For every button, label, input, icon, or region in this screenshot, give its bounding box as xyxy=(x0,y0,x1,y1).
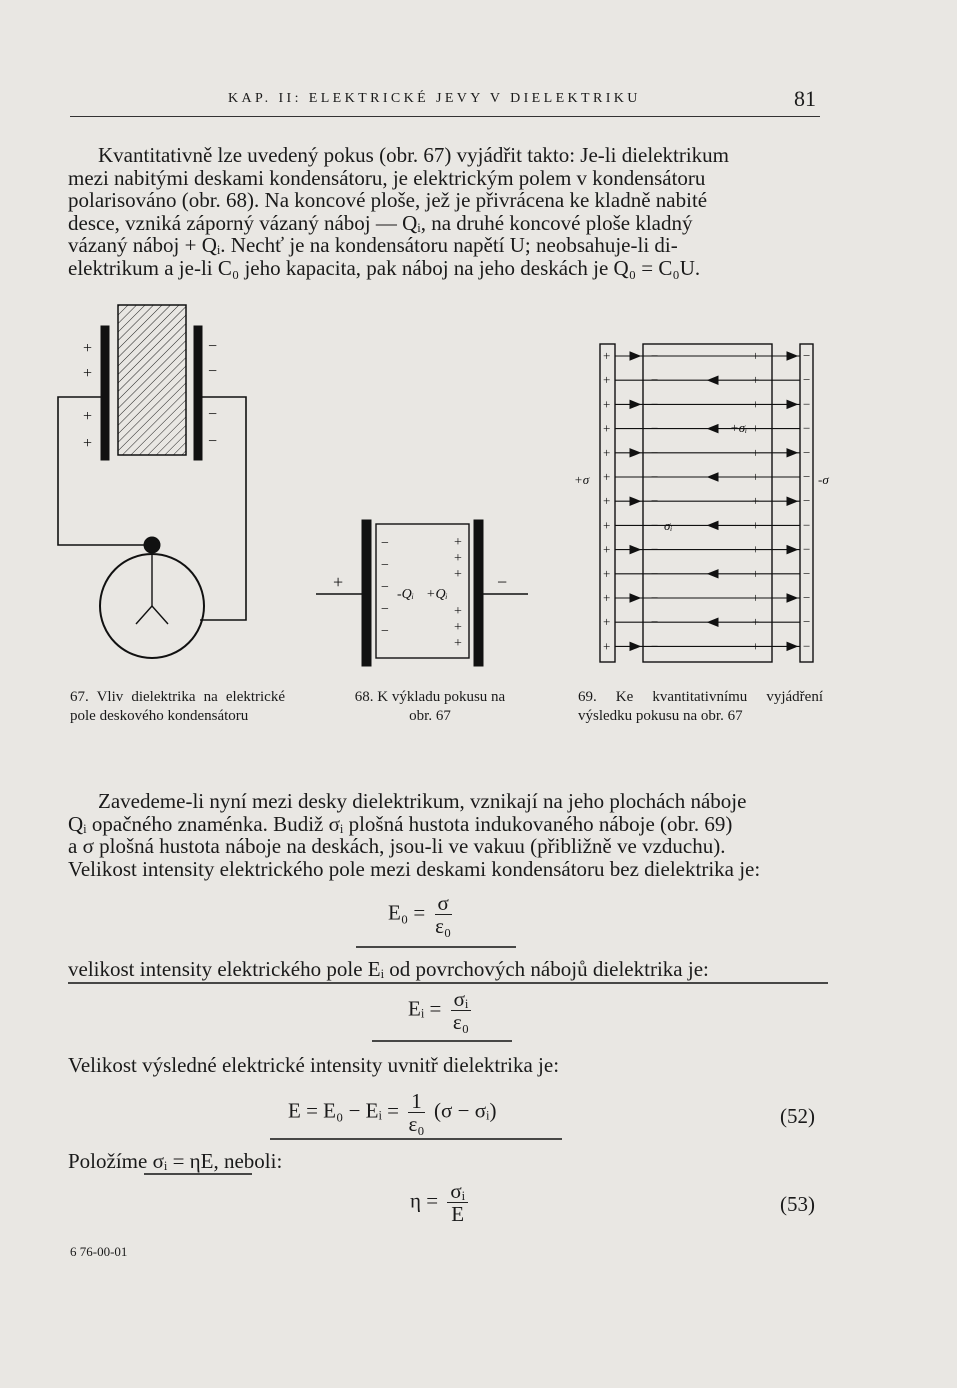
surface-charge-plus: + xyxy=(752,517,760,533)
sigma-i-label: σᵢ xyxy=(664,518,673,533)
surface-charge-minus: − xyxy=(651,638,659,654)
header-rule xyxy=(70,116,820,117)
arrowhead xyxy=(787,449,797,457)
text-line: Velikost intensity elektrického pole mezi deskami kondensátoru bez dielektrika je: xyxy=(68,856,761,881)
text-line: Zavedeme-li nyní mezi desky dielektrikum, vznikají na jeho plochách náboje xyxy=(98,789,747,813)
arrowhead xyxy=(708,570,718,578)
surface-charge-plus: + xyxy=(752,348,760,363)
svg-text:−: − xyxy=(208,433,218,450)
svg-text:+: + xyxy=(454,636,462,651)
svg-text:+: + xyxy=(454,551,462,566)
plate-charge-minus: − xyxy=(803,493,811,509)
denominator: ε₀ xyxy=(435,914,452,938)
text-line: a σ plošná hustota náboje na deskách, jsou-li ve vakuu (přibližně ve vzduchu). xyxy=(68,834,726,858)
equation-lhs: E = E₀ − Eᵢ = xyxy=(288,1098,400,1123)
arrowhead xyxy=(708,473,718,481)
figure-69-field-lines xyxy=(574,344,829,662)
equation-e0 xyxy=(388,892,456,937)
paragraph-dielectric xyxy=(68,790,820,880)
plate-charge-plus: + xyxy=(603,590,611,605)
surface-charge-minus: − xyxy=(651,469,659,484)
surface-charge-plus: + xyxy=(752,444,760,460)
surface-charge-minus: − xyxy=(651,372,659,388)
text-line: Velikost výsledné elektrické intensity uvnitř dielektrika je: xyxy=(68,1053,560,1077)
plate-charge-plus: + xyxy=(603,541,611,557)
plate-charge-minus: − xyxy=(803,469,811,484)
plate-charge-minus: − xyxy=(803,372,811,388)
text-line: desce, vzniká záporný vázaný náboj — Qᵢ, na druhé koncové ploše kladný xyxy=(68,210,693,235)
plate-charge-plus: + xyxy=(603,493,611,509)
svg-text:−: − xyxy=(208,338,218,355)
equation-53 xyxy=(410,1180,472,1225)
surface-charge-minus: − xyxy=(651,517,659,533)
text-line: mezi nabitými deskami kondensátoru, je elektrickým polem v kondensátoru xyxy=(68,165,706,190)
svg-text:+: + xyxy=(454,535,462,550)
arrowhead xyxy=(708,618,718,626)
surface-charge-plus: + xyxy=(752,590,760,605)
svg-text:−: − xyxy=(381,558,389,573)
equation-ei xyxy=(408,988,475,1033)
plate-charge-minus: − xyxy=(803,590,811,605)
plate-charge-minus: − xyxy=(803,444,811,460)
pencil-underline xyxy=(144,1173,252,1175)
denominator: ε₀ xyxy=(408,1112,425,1136)
surface-charge-plus: + xyxy=(752,541,760,557)
arrowhead xyxy=(708,376,718,384)
plus-sigma-label: +σ xyxy=(574,472,590,487)
plate-charge-plus: + xyxy=(603,348,611,363)
svg-text:+: + xyxy=(454,620,462,635)
surface-charge-plus: + xyxy=(752,638,760,654)
figure-68-polarized-dielectric xyxy=(316,520,528,666)
arrowhead xyxy=(787,352,797,360)
pencil-underline xyxy=(68,982,828,984)
plate-charge-plus: + xyxy=(603,614,611,630)
plate-charge-minus: − xyxy=(803,638,811,654)
svg-text:−: − xyxy=(208,363,218,380)
figure-67-capacitor-electrometer xyxy=(58,305,246,658)
line-set-eta xyxy=(68,1150,820,1173)
text-line: vázaný náboj + Qᵢ. Nechť je na kondensátoru napětí U; neobsahuje-li di- xyxy=(68,233,678,257)
plate-charge-plus: + xyxy=(603,444,611,460)
plate-charge-minus: − xyxy=(803,396,811,412)
arrowhead xyxy=(787,546,797,554)
arrowhead xyxy=(787,642,797,650)
surface-charge-minus: − xyxy=(651,348,659,363)
surface-charge-plus: + xyxy=(752,469,760,484)
capacitor-plate-right xyxy=(194,326,202,460)
line-result-intro xyxy=(68,1054,820,1077)
surface-charge-minus: − xyxy=(651,396,659,412)
plate-negative xyxy=(474,520,483,666)
surface-charge-plus: + xyxy=(752,614,760,630)
svg-text:+: + xyxy=(333,572,344,592)
arrowhead xyxy=(630,642,640,650)
minus-qi-label: -Qᵢ xyxy=(397,587,414,602)
svg-text:+: + xyxy=(83,435,93,452)
arrowhead xyxy=(708,521,718,529)
equation-lhs: E₀ = xyxy=(388,900,426,925)
surface-charge-minus: − xyxy=(651,493,659,509)
plus-qi-label: +Qᵢ xyxy=(426,587,448,602)
plate-charge-plus: + xyxy=(603,372,611,388)
denominator: ε₀ xyxy=(452,1010,470,1034)
arrowhead xyxy=(708,425,718,433)
arrowhead xyxy=(787,497,797,505)
fraction xyxy=(408,1090,425,1135)
arrowhead xyxy=(630,594,640,602)
plate-charge-plus: + xyxy=(603,565,611,581)
svg-text:−: − xyxy=(497,572,508,592)
equation-number-52: (52) xyxy=(780,1104,815,1128)
arrowhead xyxy=(630,352,640,360)
text-line: polarisováno (obr. 68). Na koncové ploše, jež je přivrácena ke kladně nabité xyxy=(68,188,708,212)
caption-fig-67: 67. Vliv dielektrika na elektrické pole deskového kondensátoru xyxy=(70,689,285,724)
numerator: σᵢ xyxy=(447,1180,468,1203)
pencil-underline xyxy=(372,1040,512,1042)
arrowhead xyxy=(787,594,797,602)
surface-charge-plus: + xyxy=(752,396,760,412)
text-line: Položíme σᵢ = ηE, neboli: xyxy=(68,1149,283,1173)
surface-charge-minus: − xyxy=(651,590,659,605)
svg-text:+: + xyxy=(454,604,462,619)
numerator: 1 xyxy=(408,1090,425,1113)
figures-panel xyxy=(0,290,957,690)
plate-charge-minus: − xyxy=(803,614,811,630)
arrowhead xyxy=(787,400,797,408)
surface-charge-plus: + xyxy=(752,493,760,509)
arrowhead xyxy=(630,400,640,408)
svg-text:−: − xyxy=(381,602,389,617)
text-line: velikost intensity elektrického pole Eᵢ od povrchových nábojů dielektrika je: xyxy=(68,957,709,981)
svg-text:−: − xyxy=(381,536,389,551)
equation-number-53: (53) xyxy=(780,1192,815,1216)
surface-charge-plus: + xyxy=(752,565,760,581)
surface-charge-minus: − xyxy=(651,420,659,436)
plate-charge-plus: + xyxy=(603,517,611,533)
caption-fig-68: 68. K výkladu pokusu na obr. 67 xyxy=(354,689,506,724)
equation-lhs: η = xyxy=(410,1188,439,1213)
svg-text:+: + xyxy=(454,567,462,582)
running-head: KAP. II: ELEKTRICKÉ JEVY V DIELEKTRIKU xyxy=(228,91,641,106)
text-line: Qᵢ opačného znaménka. Budiž σᵢ plošná hustota indukovaného náboje (obr. 69) xyxy=(68,811,733,836)
fraction xyxy=(435,892,452,937)
fraction xyxy=(447,1180,468,1225)
svg-text:+: + xyxy=(83,408,93,425)
pencil-underline xyxy=(356,946,516,948)
equation-lhs: Eᵢ = xyxy=(408,996,442,1021)
plate-charge-plus: + xyxy=(603,469,611,484)
plate-positive xyxy=(362,520,371,666)
caption-fig-69: 69. Ke kvantitativnímu vyjádření výsledku pokusu na obr. 67 xyxy=(578,689,823,724)
numerator: σᵢ xyxy=(451,988,472,1011)
svg-text:−: − xyxy=(381,624,389,639)
minus-sigma-label: -σ xyxy=(818,472,829,487)
plate-charge-minus: − xyxy=(803,420,811,436)
pencil-underline xyxy=(270,1138,562,1140)
equation-rhs: (σ − σᵢ) xyxy=(434,1098,497,1123)
arrowhead xyxy=(630,497,640,505)
page-number: 81 xyxy=(794,86,816,111)
paragraph-intro xyxy=(68,144,820,279)
plus-sigma-i-label: +σᵢ xyxy=(730,420,748,435)
plate-charge-plus: + xyxy=(603,420,611,436)
arrowhead xyxy=(630,546,640,554)
capacitor-plate-left xyxy=(101,326,109,460)
surface-charge-plus: + xyxy=(752,372,760,388)
surface-charge-minus: − xyxy=(651,444,659,460)
svg-text:+: + xyxy=(83,365,93,382)
equation-52 xyxy=(288,1090,496,1135)
surface-charge-minus: − xyxy=(651,541,659,557)
text-line: elektrikum a je-li C₀ jeho kapacita, pak náboj na jeho deskách je Q₀ = C₀U. xyxy=(68,255,701,280)
text-line: Kvantitativně lze uvedený pokus (obr. 67) vyjádřit takto: Je-li dielektrikum xyxy=(98,143,730,167)
dielectric-slab xyxy=(118,305,186,455)
plate-charge-minus: − xyxy=(803,541,811,557)
numerator: σ xyxy=(435,892,452,915)
arrowhead xyxy=(630,449,640,457)
plate-charge-plus: + xyxy=(603,638,611,654)
denominator: E xyxy=(451,1202,465,1226)
surface-charge-minus: − xyxy=(651,565,659,581)
plate-charge-minus: − xyxy=(803,517,811,533)
svg-text:−: − xyxy=(208,406,218,423)
plate-charge-minus: − xyxy=(803,565,811,581)
line-ei-intro xyxy=(68,958,820,981)
svg-text:−: − xyxy=(381,580,389,595)
svg-text:+: + xyxy=(83,340,93,357)
surface-charge-minus: − xyxy=(651,614,659,630)
fraction xyxy=(451,988,472,1033)
printer-signature: 6 76-00-01 xyxy=(70,1244,128,1259)
plate-charge-plus: + xyxy=(603,396,611,412)
surface-charge-plus: + xyxy=(752,420,760,436)
plate-charge-minus: − xyxy=(803,348,811,363)
